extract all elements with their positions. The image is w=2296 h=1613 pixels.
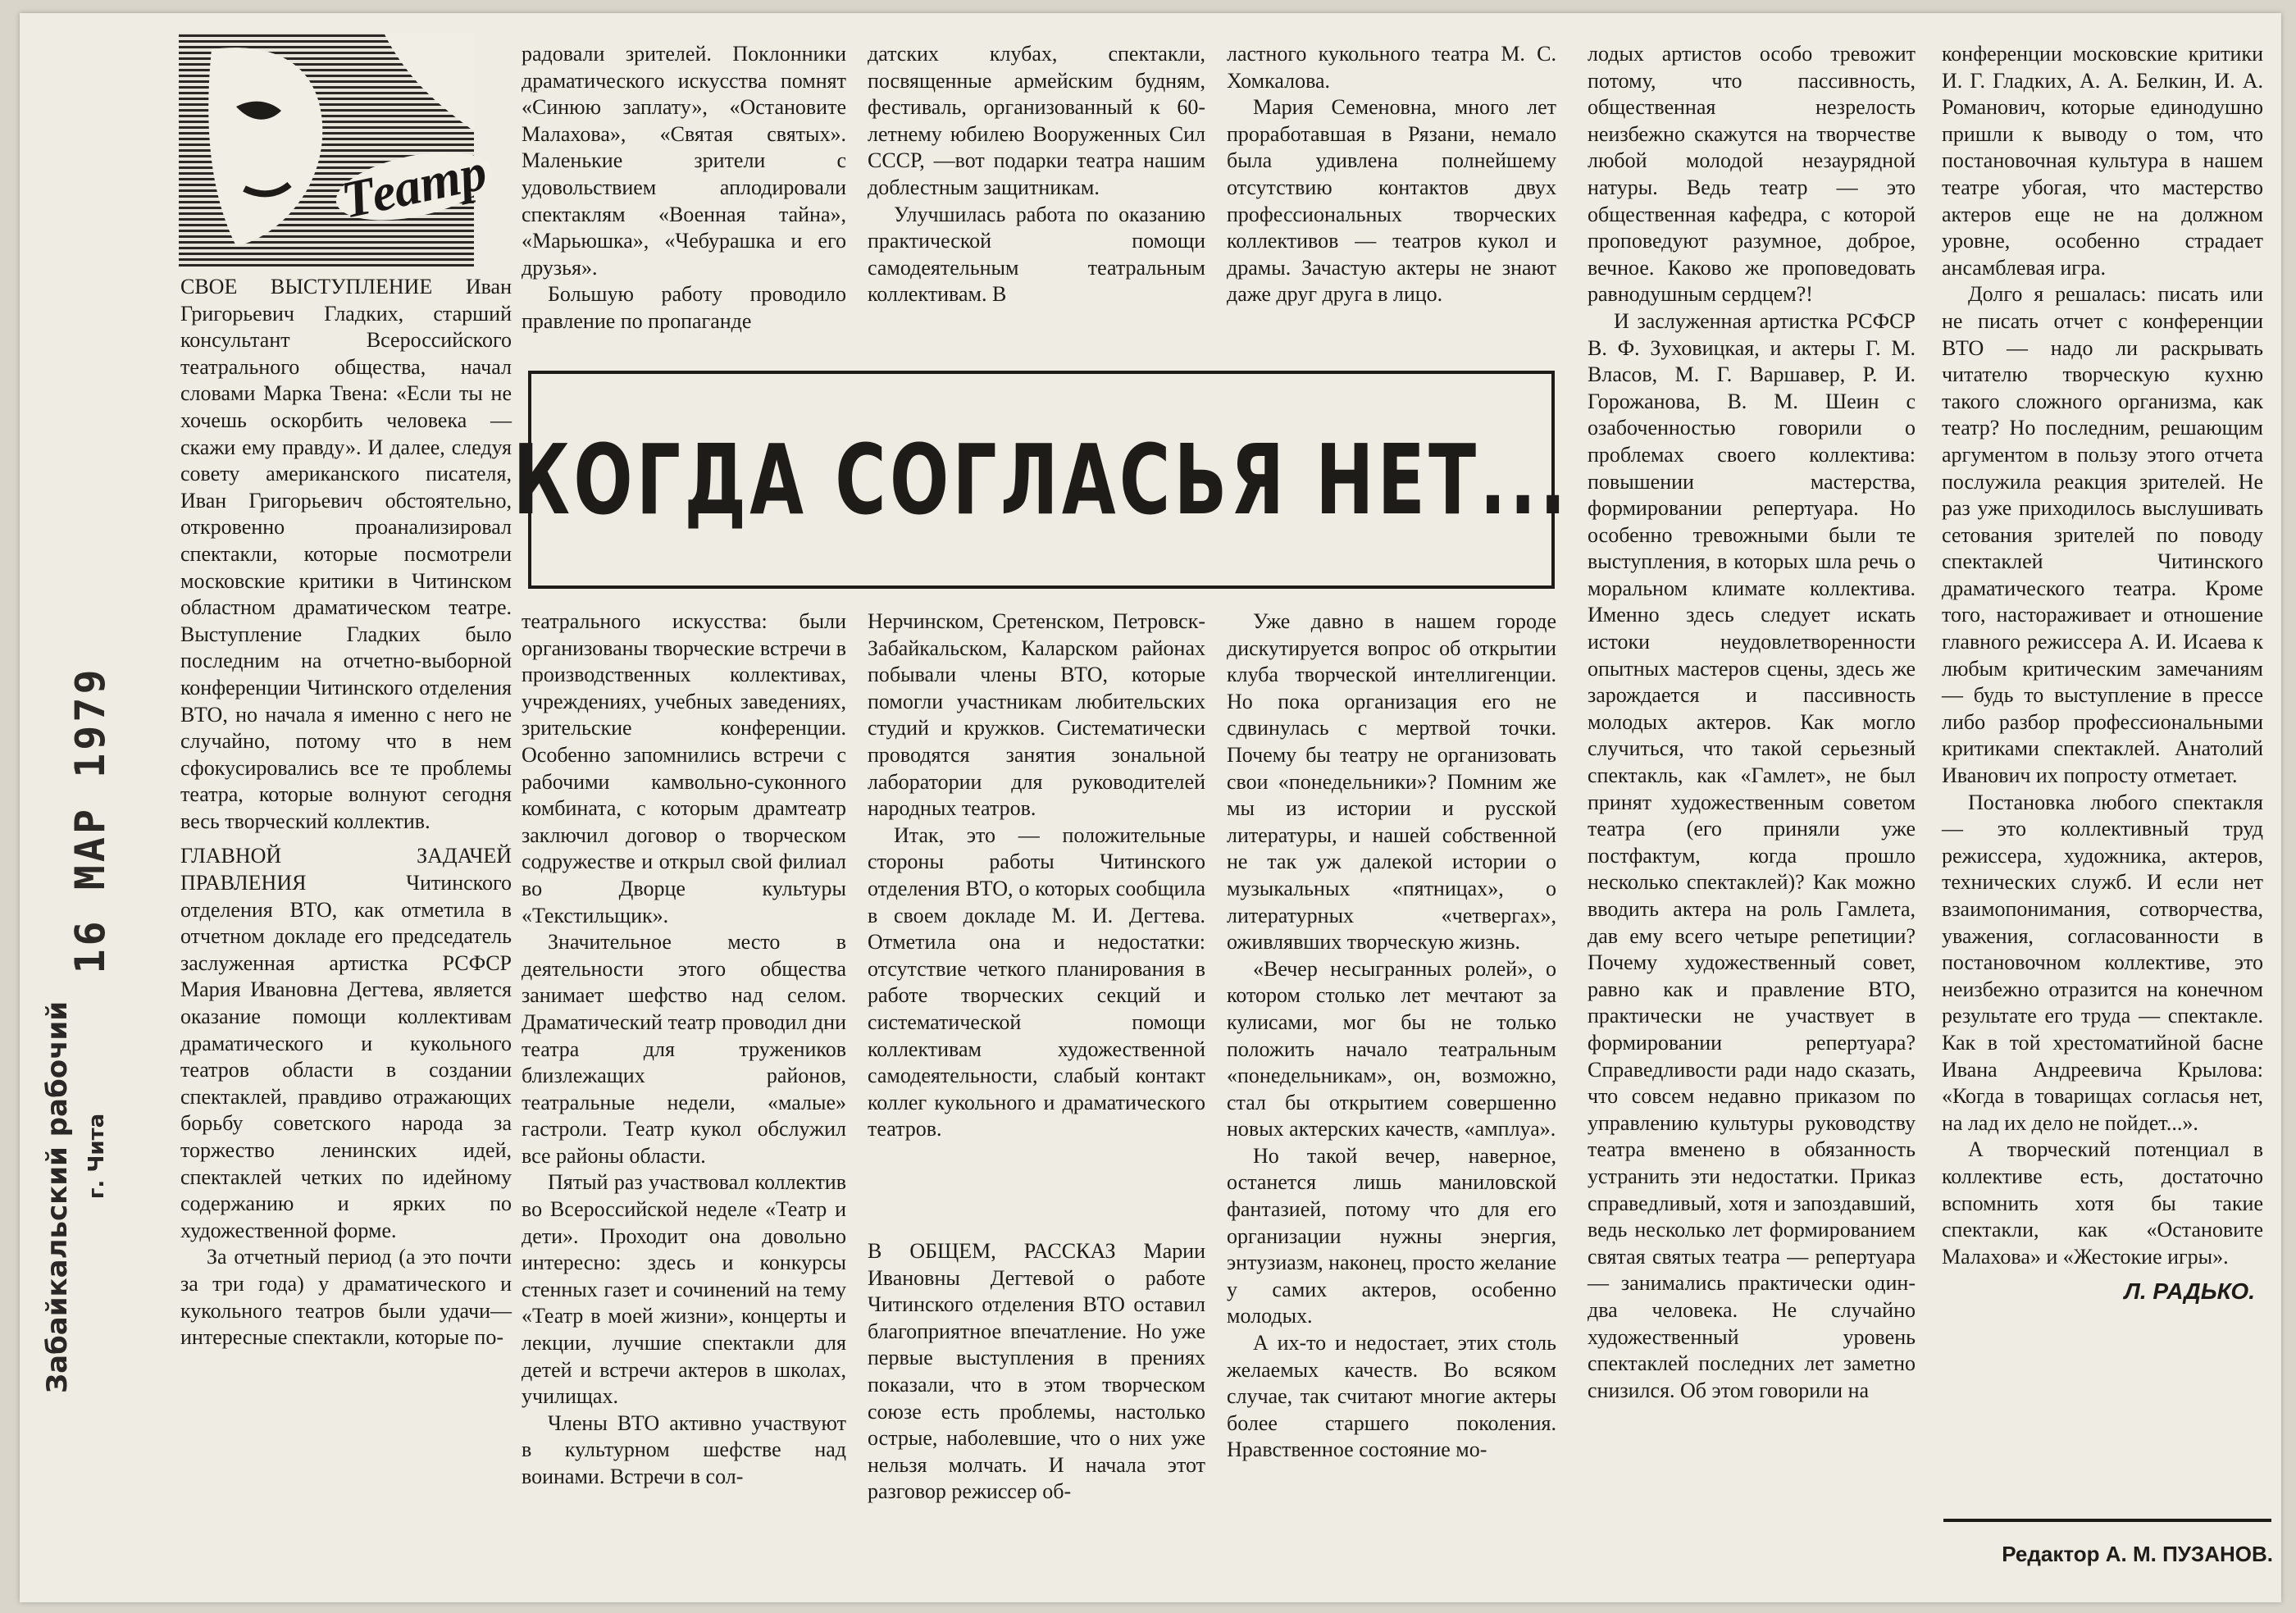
paragraph: И заслуженная артистка РСФСР В. Ф. Зуховицкая, и актеры Г. М. Власов, М. Г. Варшавер, Р. И. Горожанова, В. М. Шеин с озабоченностью говорили о проблемах своего коллектива: повышении мастерства, формировании репертуара. Но особенно тревожными были те выступления, в которых шла речь о моральном климате коллектива. Именно здесь следует искать истоки неудовлетворенности опытных мастеров сцены, здесь же зарождается и пассивность молодых актеров. Как могло случиться, что такой серьезный спектакль, как «Гамлет», не был принят художественным советом театра (его приняли уже постфактум, когда прошло несколько спектаклей)? Как можно вводить актера на роль Гамлета, дав ему всего четыре репетиции? Почему художественный совет, равно как и правление ВТО, практически не участвует в формировании репертуара? Справедливости ради надо сказать, что совсем недавно приказом по управлению культуры руководству театра вменено в обязанность устранить эти недостатки. Приказ справедливый, хотя и запоздавший, ведь несколько лет формированием святая святых театра — репертуара — занимались практически один-два человека. Не случайно художественный уровень спектаклей последних лет заметно снизился. Об этом говорили на	[1588, 308, 1916, 1402]
theatre-rubric-logo	[179, 33, 492, 267]
column-7	[522, 608, 846, 1586]
paragraph: радовали зрителей. Поклонники драматического искусства помнят «Синюю заплату», «Остановите Малахова», «Святая святых». Маленькие зрители с удовольствием аплодировали спектаклям «Военная тайна», «Марьюшка», «Чебурашка и его друзья».	[522, 42, 846, 280]
paragraph: А творческий потенциал в коллективе есть, достаточно вспомнить хотя бы такие спектакли, как «Остановите Малахова» и «Жестокие игры».	[1942, 1137, 2263, 1269]
column-5	[1588, 41, 1916, 1583]
headline: КОГДА СОГЛАСЬЯ НЕТ...	[512, 423, 1570, 536]
column-6	[1942, 41, 2263, 1509]
column-2	[522, 41, 846, 362]
paragraph: ластного кукольного театра М. С. Хомкалова.	[1227, 42, 1556, 93]
paragraph: ГЛАВНОЙ ЗАДАЧЕЙ ПРАВЛЕНИЯ Читинского отделения ВТО, как отметила в отчетном докладе его председатель заслуженная артистка РСФСР Мария Ивановна Дегтева, является оказание помощи коллективам драматического и кукольного театров области в создании спектаклей, правдиво отражающих борьбу советского народа за торжество ленинских идей, спектаклей четких по идейному содержанию и ярких по художественной форме.	[180, 844, 512, 1242]
paragraph: Большую работу проводило правление по пропаганде	[522, 282, 846, 333]
column-3	[868, 41, 1205, 362]
paragraph: СВОЕ ВЫСТУПЛЕНИЕ Иван Григорьевич Гладких, старший консультант Всероссийского театрального общества, начал словами Марка Твена: «Если ты не хочешь оскорбить человека — скажи ему правду». И далее, следуя совету американского писателя, Иван Григорьевич обстоятельно, откровенно проанализировал спектакли, которые посмотрели московские критики в Читинском областном драматическом театре. Выступление Гладких было последним на отчетно-выборной конференции Читинского отделения ВТО, но начала я именно с него не случайно, потому что в нем сфокусировались все те проблемы театра, которые волнуют сегодня весь творческий коллектив.	[180, 275, 512, 833]
paragraph: театрального искусства: были организованы творческие встречи в производственных коллективах, учреждениях, учебных заведениях, зрительские конференции. Особенно запомнились встречи с рабочими камвольно-суконного комбината, с которым драмтеатр заключил договор о творческом содружестве и открыл свой филиал во Дворце культуры «Текстильщик».	[522, 609, 846, 927]
editor-rule	[1943, 1519, 2271, 1522]
paragraph: Долго я решалась: писать или не писать отчет с конференции ВТО — надо ли раскрывать читателю творческую кухню такого сложного организма, как театр? Но последним, решающим аргументом в пользу этого отчета послужила реакция зрителей. Не раз уже приходилось выслушивать сетования зрителей по поводу спектаклей Читинского драматического театра. Кроме того, настораживает и отношение главного режиссера А. И. Исаева к любым критическим замечаниям — будь то выступление в прессе либо разбор профессиональными критиками спектаклей. Анатолий Иванович их попросту отметает.	[1942, 282, 2263, 788]
paragraph: лодых артистов особо тревожит потому, что пассивность, общественная незрелость неизбежно скажутся на творчестве любой молодой незаурядной натуры. Ведь театр — это общественная кафедра, с которой проповедуют разумное, доброе, вечное. Каково же проповедовать равнодушным сердцем?!	[1588, 42, 1916, 307]
editor-credit: Редактор А. М. ПУЗАНОВ.	[2002, 1542, 2273, 1566]
paragraph: Нерчинском, Сретенском, Петровск-Забайкальском, Каларском районах побывали члены ВТО, которые помогли участникам любительских студий и кружков. Систематически проводятся занятия зональной лаборатории для руководителей народных театров.	[868, 609, 1205, 821]
paragraph: Пятый раз участвовал коллектив во Всероссийской неделе «Театр и дети». Проходит она довольно интересно: здесь и конкурсы стенных газет и сочинений на тему «Театр в моей жизни», концерты и лекции, лучшие спектакли для детей и встречи актеров в школах, училищах.	[522, 1170, 846, 1409]
paragraph: А их-то и недостает, этих столь желаемых качеств. Во всяком случае, так считают многие актеры более старшего поколения. Нравственное состояние мо-	[1227, 1331, 1556, 1462]
theatre-mask-icon	[179, 33, 474, 267]
column-9	[1227, 608, 1556, 1586]
column-8a	[868, 608, 1205, 1223]
paragraph: Члены ВТО активно участвуют в культурном шефстве над воинами. Встречи в сол-	[522, 1410, 846, 1488]
paragraph: «Вечер несыгранных ролей», о котором столько лет мечтают за кулисами, мог бы не только положить начало театральным «понедельникам», он, возможно, стал бы открытием совершенно новых актерских качеств, «амплуа».	[1227, 956, 1556, 1141]
column-8b	[868, 1238, 1205, 1586]
paragraph: Постановка любого спектакля — это коллективный труд режиссера, художника, актеров, технических служб. И если нет взаимопонимания, сотворчества, уважения, согласованности в постановочном коллективе, это неизбежно отразится на конечном результате его труда — спектакле. Как в той хрестоматийной басне Ивана Андреевича Крылова: «Когда в товарищах согласья нет, на лад их дело не пойдет...».	[1942, 790, 2263, 1135]
paragraph: В ОБЩЕМ, РАССКАЗ Марии Ивановны Дегтевой о работе Читинского отделения ВТО оставил благоприятное впечатление. Но уже первые выступления в прениях показали, что в этом творческом союзе есть проблемы, настолько острые, наболевшие, что о них уже нельзя молчать. И начала этот разговор режиссер об-	[868, 1239, 1205, 1504]
paragraph: За отчетный период (а это почти за три года) у драматического и кукольного театров были удачи—интересные спектакли, которые по-	[180, 1245, 512, 1350]
newspaper-name: Забайкальский рабочий	[41, 1000, 74, 1394]
date-stamp: 16 МАР 1979	[66, 666, 114, 974]
paragraph: Уже давно в нашем городе дискутируется вопрос об открытии клуба творческой интеллигенции. Но пока организация его не сдвинулась с мертвой точки. Почему бы театру не организовать свои «понедельники»? Помним же мы из истории и русской литературы, и нашей собственной не так уж далекой истории о музыкальных «пятницах», о литературных «четвергах», оживлявших творческую жизнь.	[1227, 609, 1556, 955]
byline: Л. РАДЬКО.	[2124, 1278, 2255, 1305]
rubric-title: Театр	[330, 140, 498, 233]
paragraph: Итак, это — положительные стороны работы Читинского отделения ВТО, о которых сообщила в своем докладе М. И. Дегтева. Отметила она и недостатки: отсутствие четкого планирования в работе творческих секций и систематической помощи коллективам художественной самодеятельности, слабый контакт коллег кукольного и драматического театров.	[868, 822, 1205, 1141]
paragraph: Значительное место в деятельности этого общества занимает шефство над селом. Драматический театр проводил дни театра для тружеников близлежащих районов, театральные недели, «малые» гастроли. Театр кукол обслужил все районы области.	[522, 930, 846, 1168]
headline-frame	[512, 371, 1570, 589]
paragraph: датских клубах, спектакли, посвященные армейским будням, фестиваль, организованный к 60-летнему юбилею Вооруженных Сил СССР, —вот подарки театра нашим доблестным защитникам.	[868, 42, 1205, 199]
column-1	[180, 274, 512, 1586]
newspaper-city: г. Чита	[84, 1113, 109, 1200]
paragraph: Мария Семеновна, много лет проработавшая в Рязани, немало была удивлена полнейшему отсутствию контактов двух профессиональных творческих коллективов — театров кукол и драмы. Зачастую актеры не знают даже друг друга в лицо.	[1227, 95, 1556, 307]
paragraph: конференции московские критики И. Г. Гладких, А. А. Белкин, И. А. Романович, которые единодушно пришли к выводу о том, что постановочная культура в нашем театре убогая, что мастерство актеров еще не на должном уровне, особенно страдает ансамблевая игра.	[1942, 42, 2263, 280]
column-4	[1227, 41, 1556, 362]
paragraph: Улучшилась работа по оказанию практической помощи самодеятельным театральным коллективам. В	[868, 202, 1205, 307]
paragraph: Но такой вечер, наверное, останется лишь маниловской фантазией, потому что для его организации нужны энергия, энтузиазм, наконец, просто желание у самих актеров, особенно молодых.	[1227, 1143, 1556, 1328]
